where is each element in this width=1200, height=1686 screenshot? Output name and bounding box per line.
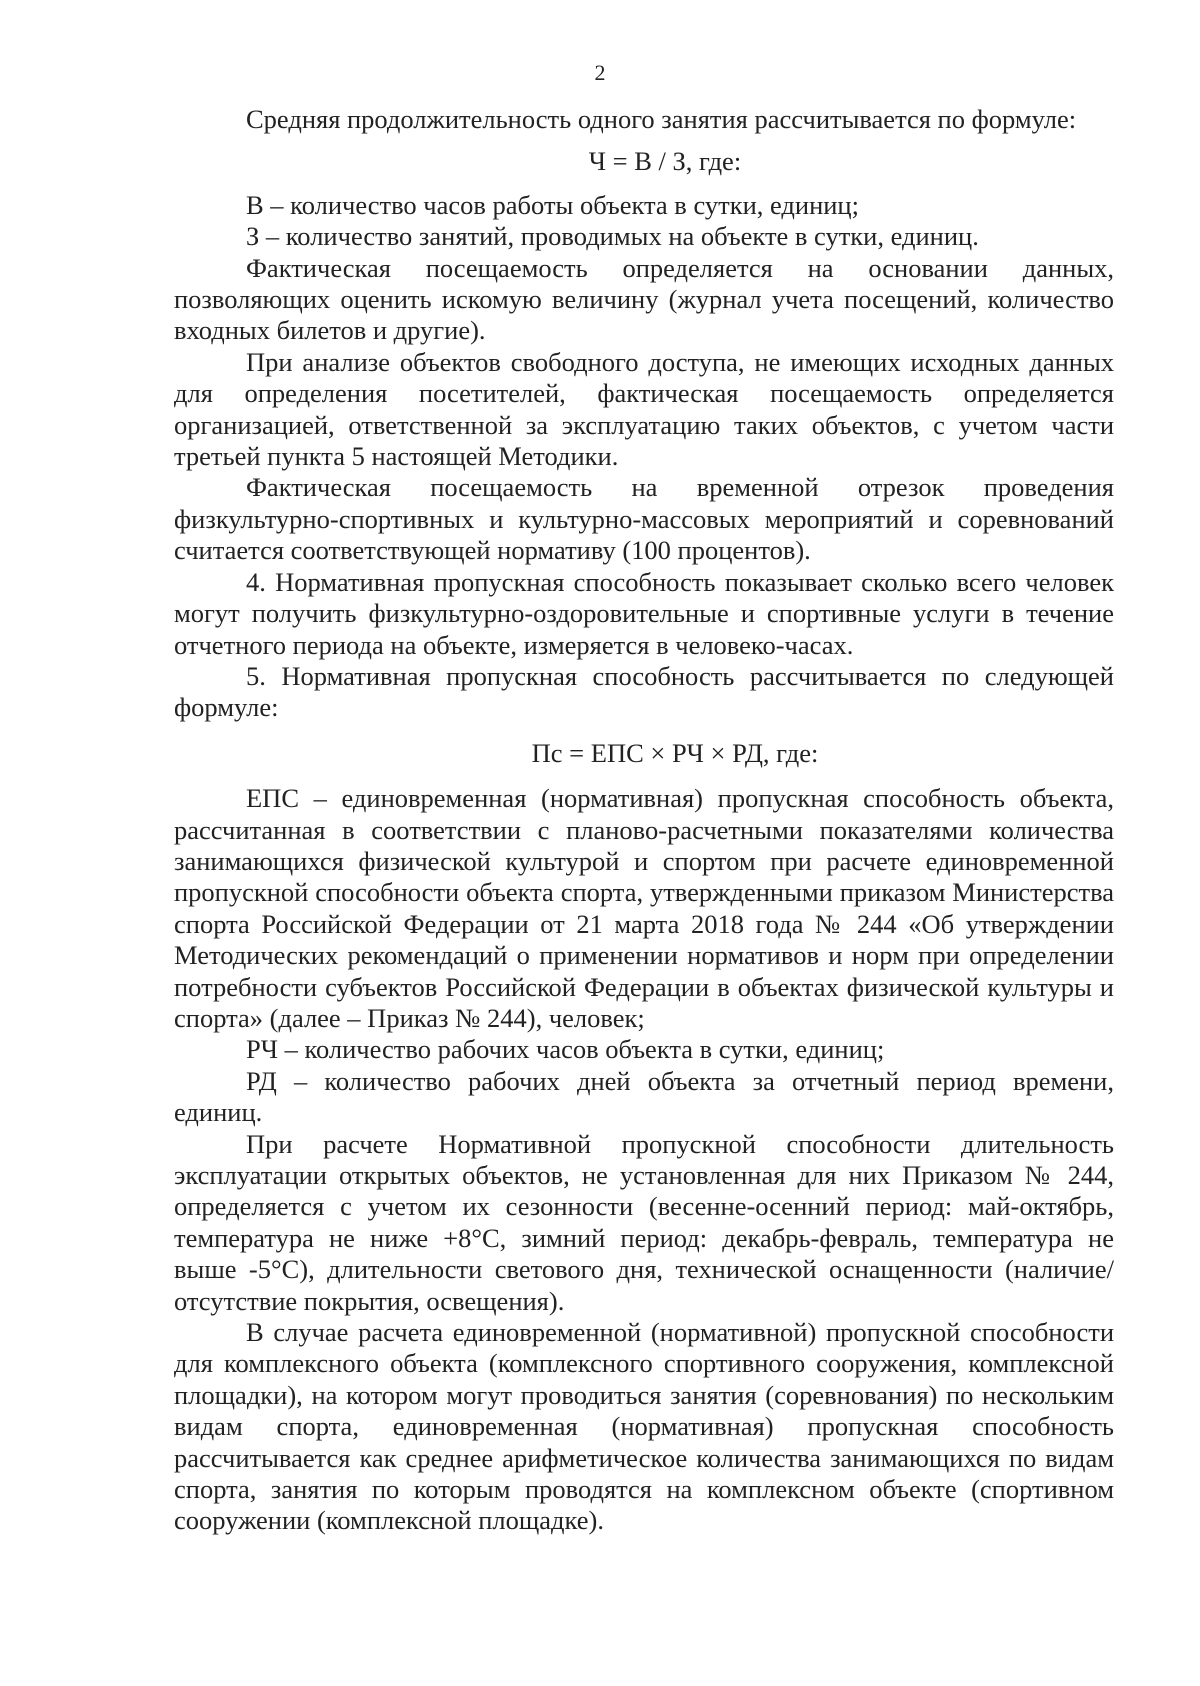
paragraph: Фактическая посещаемость на временной отрезок проведения физкультурно-спортивных и культурно-массовых мероприятий и соревнований считается соответствующей нормативу (100 процентов). — [174, 472, 1114, 566]
paragraph: Средняя продолжительность одного занятия рассчитывается по формуле: — [246, 104, 1077, 134]
paragraph: РД – количество рабочих дней объекта за отчетный период времени, единиц. — [174, 1065, 1114, 1128]
paragraph: При расчете Нормативной пропускной способности длительность эксплуатации открытых объектов, не установленная для них Приказом № 244, определяется с учетом их сезонности (весенне-осенний период: май-октябрь, температура не ниже +8°С, зимний период: декабрь-февраль, температура не выше -5°С), длительности светового дня, технической оснащенности (наличие/отсутствие покрытия, освещения). — [174, 1128, 1114, 1316]
paragraph: 4. Нормативная пропускная способность показывает сколько всего человек могут получить физкультурно-оздоровительные и спортивные услуги в течение отчетного периода на объекте, измеряется в человеко-часах. — [174, 566, 1114, 660]
paragraph: При анализе объектов свободного доступа, не имеющих исходных данных для определения посетителей, фактическая посещаемость определяется организацией, ответственной за эксплуатацию таких объектов, с учетом части третьей пункта 5 настоящей Методики. — [174, 346, 1114, 472]
paragraph: З – количество занятий, проводимых на объекте в сутки, единиц. — [246, 221, 979, 252]
formula-capacity: Пс = ЕПС × РЧ × РД, где: — [531, 737, 819, 768]
document-body — [174, 104, 1114, 1537]
paragraph: Фактическая посещаемость определяется на основании данных, позволяющих оценить искомую величину (журнал учета посещений, количество входных билетов и другие). — [174, 252, 1114, 346]
page-number: 2 — [594, 60, 606, 85]
paragraph: 5. Нормативная пропускная способность рассчитывается по следующей формуле: — [174, 660, 1114, 723]
formula-duration: Ч = В / З, где: — [588, 146, 742, 177]
paragraph: РЧ – количество рабочих часов объекта в сутки, единиц; — [246, 1034, 885, 1065]
paragraph: ЕПС – единовременная (нормативная) пропускная способность объекта, рассчитанная в соответствии с планово-расчетными показателями количества занимающихся физической культурой и спортом при расчете единовременной пропускной способности объекта спорта, утвержденными приказом Министерства спорта Российской Федерации от 21 марта 2018 года № 244 «Об утверждении Методических рекомендаций о применении нормативов и норм при определении потребности субъектов Российской Федерации в объектах физической культуры и спорта» (далее – Приказ № 244), человек; — [174, 783, 1114, 1033]
paragraph: В случае расчета единовременной (нормативной) пропускной способности для комплексного объекта (комплексного спортивного сооружения, комплексной площадки), на котором могут проводиться занятия (соревнования) по нескольким видам спорта, единовременная (нормативная) пропускная способность рассчитывается как среднее арифметическое количества занимающихся по видам спорта, занятия по которым проводятся на комплексном объекте (спортивном сооружении (комплексной площадке). — [174, 1317, 1114, 1536]
paragraph: В – количество часов работы объекта в сутки, единиц; — [246, 189, 859, 220]
